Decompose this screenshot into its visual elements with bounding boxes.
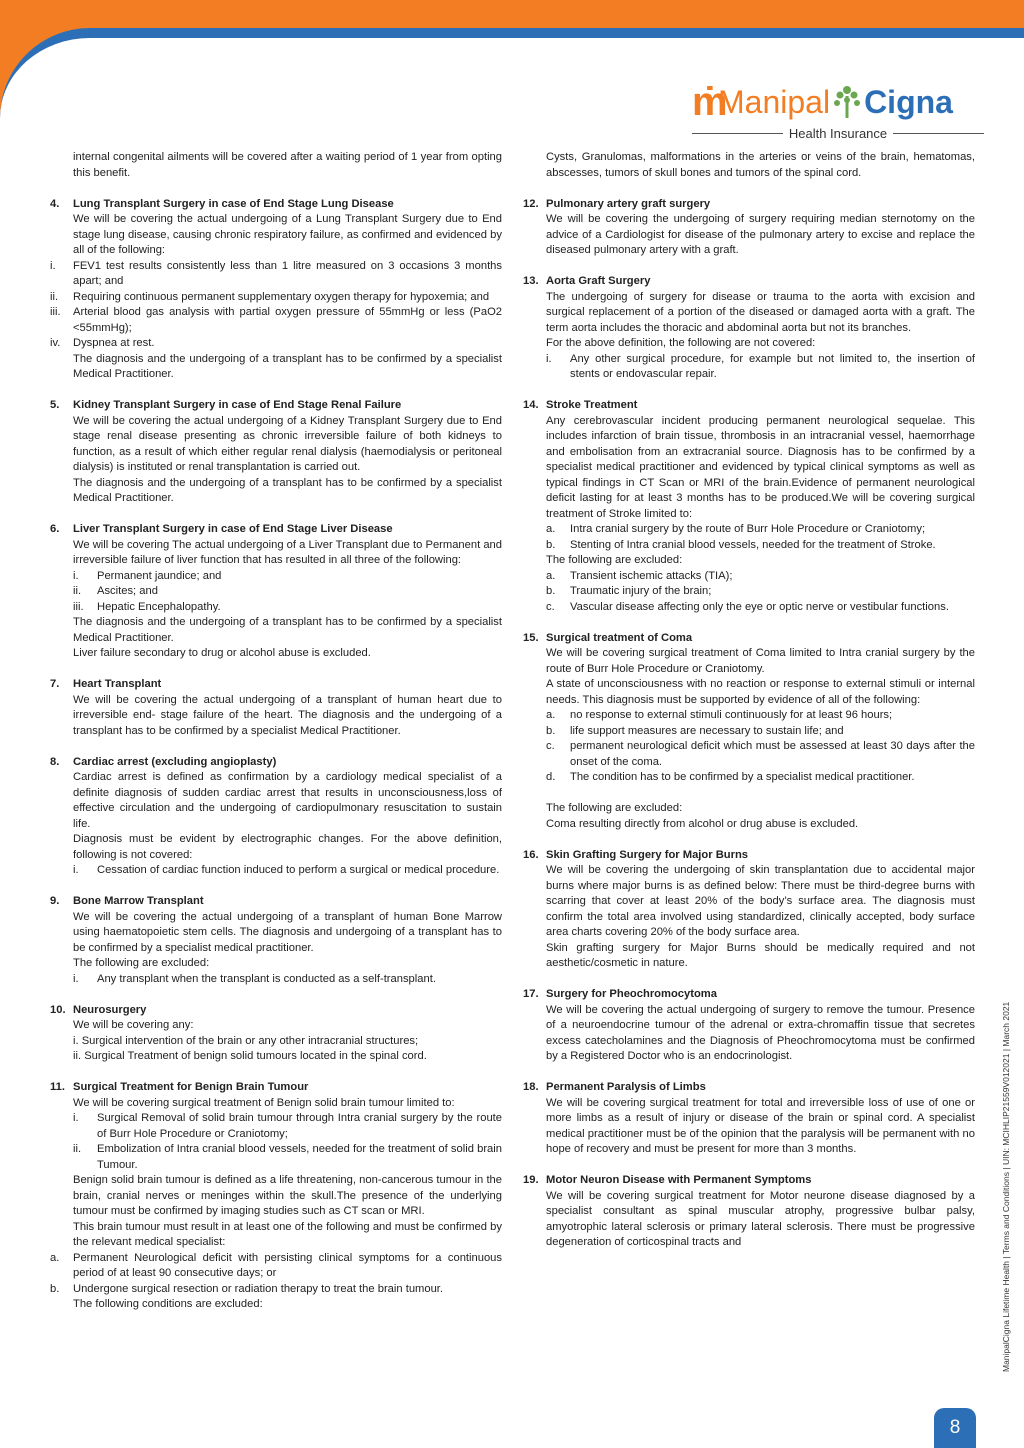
paragraph: We will be covering the actual undergoing of a transplant of human heart due to irreversible end- stage failure of the heart. The diagnosis and the undergoing of a transplant has to be confirmed by a specialist Medical Practitioner. [73, 693, 502, 737]
list-item [546, 724, 975, 740]
section-title: Cardiac arrest (excluding angioplasty) [73, 755, 277, 768]
section-number: 14. [523, 399, 539, 411]
section-4 [50, 197, 502, 383]
section-6 [50, 522, 502, 662]
list-item-text: Any other surgical procedure, for example but not limited to, the insertion of stents or endovascular repair. [570, 352, 975, 380]
list-item-text: Arterial blood gas analysis with partial oxygen pressure of 55mmHg or less (PaO2 <55mmHg); [73, 306, 502, 334]
paragraph: internal congenital ailments will be covered after a waiting period of 1 year from opting this benefit. [73, 151, 502, 179]
list-item [546, 522, 975, 538]
section-title: Skin Grafting Surgery for Major Burns [546, 848, 749, 861]
section-title: Pulmonary artery graft surgery [546, 197, 711, 210]
list-item [73, 972, 502, 988]
list-item [50, 1251, 502, 1282]
list-marker: ii. [73, 1143, 82, 1155]
section-body [546, 414, 975, 616]
paragraph: The diagnosis and the undergoing of a transplant has to be confirmed by a specialist Medical Practitioner. [73, 476, 502, 504]
paragraph: ii. Surgical Treatment of benign solid tumours located in the spinal cord. [73, 1050, 427, 1062]
section-title: Aorta Graft Surgery [546, 275, 651, 287]
list-item [546, 770, 975, 786]
list-item-text: life support measures are necessary to sustain life; and [570, 724, 844, 737]
section-body [73, 1018, 502, 1065]
list-marker: c. [546, 600, 555, 613]
list-item [73, 1142, 502, 1173]
section-body [73, 1096, 502, 1251]
list-item-text: Requiring continuous permanent supplementary oxygen therapy for hypoxemia; and [73, 290, 490, 303]
section-heading [50, 755, 502, 771]
list-marker: a. [546, 709, 556, 721]
list-item [546, 584, 975, 600]
section-title: Surgical treatment of Coma [546, 631, 693, 644]
list-item [50, 290, 502, 306]
section-heading [523, 848, 975, 864]
list-item [73, 863, 502, 879]
section-12 [523, 197, 975, 259]
section-title: Motor Neuron Disease with Permanent Symptoms [546, 1174, 812, 1186]
section-title: Permanent Paralysis of Limbs [546, 1081, 706, 1093]
section-heading [523, 197, 975, 213]
paragraph: Skin grafting surgery for Major Burns should be medically required and not aesthetic/cosmetic in nature. [546, 941, 975, 969]
list-item-text: Surgical Removal of solid brain tumour through Intra cranial surgery by the route of Burr Hole Procedure or Craniotomy; [97, 1112, 502, 1140]
section-number: 6. [50, 523, 60, 535]
logo-manipal-text: Manipal [718, 84, 831, 120]
logo-cigna-text: Cigna [864, 84, 953, 120]
list-marker: c. [546, 740, 555, 752]
page-number: 8 [934, 1408, 976, 1448]
section-heading [50, 894, 502, 910]
section-number: 11. [50, 1081, 65, 1093]
list-item-text: Undergone surgical resection or radiation therapy to treat the brain tumour. [73, 1282, 444, 1295]
section-number: 10. [50, 1003, 66, 1016]
paragraph: Diagnosis must be evident by electrographic changes. For the above definition, following is not covered: [73, 833, 502, 861]
section-16 [523, 848, 975, 972]
paragraph: The diagnosis and the undergoing of a transplant has to be confirmed by a specialist Medical Practitioner. [73, 352, 502, 380]
section-number: 13. [523, 275, 539, 287]
paragraph: The following conditions are excluded: [73, 1298, 263, 1310]
list-item-text: The condition has to be confirmed by a specialist medical practitioner. [570, 771, 915, 783]
section-number: 4. [50, 197, 60, 210]
list-marker: b. [546, 724, 556, 737]
section-body [546, 290, 975, 383]
section-heading [523, 1173, 975, 1189]
section-heading [523, 987, 975, 1003]
list-marker: i. [73, 864, 79, 876]
list-item [73, 584, 502, 600]
section-heading [50, 197, 502, 213]
list-marker: b. [546, 538, 556, 551]
logo-tagline: Health Insurance [692, 126, 984, 141]
brand-logo [692, 80, 984, 142]
list-marker: i. [546, 352, 552, 365]
left-column [50, 150, 502, 1328]
section-15 [523, 631, 975, 833]
list-marker: b. [50, 1282, 60, 1295]
list-item-text: Embolization of Intra cranial blood vessels, needed for the treatment of solid brain Tumour. [97, 1143, 502, 1171]
section-7 [50, 677, 502, 739]
list-marker: a. [546, 569, 556, 582]
section-number: 15. [523, 631, 539, 644]
spacer [546, 786, 975, 802]
paragraph: We will be covering any: [73, 1019, 194, 1031]
list-item [73, 1111, 502, 1142]
paragraph: We will be covering the actual undergoing of a transplant of human Bone Marrow using haematopoietic stem cells. The diagnosis and undergoing of a transplant has to be confirmed by a specialist medical practitioner. [73, 910, 502, 954]
section-number: 17. [523, 988, 539, 1000]
section-title: Liver Transplant Surgery in case of End Stage Liver Disease [73, 523, 393, 535]
section-body [73, 538, 502, 662]
section-title: Kidney Transplant Surgery in case of End Stage Renal Failure [73, 399, 402, 411]
section-heading [523, 274, 975, 290]
list-item-text: FEV1 test results consistently less than 1 litre measured on 3 occasions 3 months apart; and [73, 259, 502, 287]
list-marker: ii. [73, 585, 82, 597]
list-item [50, 259, 502, 290]
list-item-text: Vascular disease affecting only the eye or optic nerve or vestibular functions. [570, 600, 949, 613]
list-item-text: Dyspnea at rest. [73, 337, 155, 349]
section-5 [50, 398, 502, 507]
list-item-text: Permanent jaundice; and [97, 569, 222, 582]
paragraph: We will be covering surgical treatment of Coma limited to Intra cranial surgery by the route of Burr Hole Procedure or Craniotomy. [546, 647, 975, 675]
list-item [50, 305, 502, 336]
section-heading [50, 1003, 502, 1019]
section-11 [50, 1080, 502, 1313]
section-heading [50, 677, 502, 693]
section-number: 18. [523, 1081, 539, 1093]
section-14 [523, 398, 975, 615]
paragraph: The following are excluded: [546, 802, 683, 814]
paragraph: Coma resulting directly from alcohol or drug abuse is excluded. [546, 817, 859, 830]
section-title: Bone Marrow Transplant [73, 895, 204, 907]
paragraph: The undergoing of surgery for disease or trauma to the aorta with excision and surgical replacement of a portion of the diseased or damaged aorta with a graft. The term aorta includes the thoracic and abdominal aorta but not its branches. [546, 290, 975, 334]
list-marker: iv. [50, 337, 61, 349]
list-marker: a. [50, 1251, 60, 1264]
list-item [546, 739, 975, 770]
list-item [546, 538, 975, 554]
paragraph: A state of unconsciousness with no reaction or response to external stimuli or internal needs. This diagnosis must be supported by evidence of all of the following: [546, 678, 975, 706]
manipal-mark-icon: ṁ [692, 80, 728, 124]
list-item-text: Stenting of Intra cranial blood vessels, needed for the treatment of Stroke. [570, 538, 936, 551]
paragraph: We will be covering the actual undergoing of a Kidney Transplant Surgery due to End stage renal disease presenting as chronic irreversible failure of both kidneys to function, as a result of which either regular renal dialysis (haemodialysis or peritoneal dialysis) is instituted or renal transplantation is carried out. [73, 414, 502, 473]
list-item-text: Intra cranial surgery by the route of Burr Hole Procedure or Craniotomy; [570, 523, 926, 535]
list-item-text: Any transplant when the transplant is conducted as a self-transplant. [97, 972, 436, 985]
list-item [546, 600, 975, 616]
section-19 [523, 1173, 975, 1251]
section-title: Surgical Treatment for Benign Brain Tumour [73, 1081, 309, 1093]
list-item [50, 1282, 502, 1298]
section-heading [50, 522, 502, 538]
section-title: Heart Transplant [73, 678, 162, 690]
paragraph: This brain tumour must result in at least one of the following and must be confirmed by the relevant medical specialist: [73, 1220, 502, 1248]
list-marker: i. [73, 1112, 79, 1124]
list-item-text: Transient ischemic attacks (TIA); [570, 569, 733, 582]
section-body [546, 863, 975, 972]
list-marker: ii. [50, 290, 59, 303]
section-number: 16. [523, 848, 539, 861]
paragraph: We will be covering the undergoing of skin transplantation due to accidental major burns where major burns is as defined below: There must be third-degree burns with scarring that cover at least 20% of the body’s surface area. The diagnosis must confirm the total area involved using standardized, clinically accepted, body surface area charts covering 20% of the body surface area. [546, 864, 975, 938]
list-marker: b. [546, 585, 556, 597]
section-heading [50, 398, 502, 414]
section-body [546, 646, 975, 832]
paragraph: We will be covering the undergoing of surgery requiring median sternotomy on the advice of a Cardiologist for disease of the pulmonary artery to excise and replace the diseased pulmonary artery with a graft. [546, 213, 975, 256]
paragraph: We will be covering surgical treatment of Benign solid brain tumour limited to: [73, 1096, 455, 1109]
tree-icon [832, 82, 862, 122]
section-title: Surgery for Pheochromocytoma [546, 988, 717, 1000]
paragraph: We will be covering surgical treatment for Motor neurone disease diagnosed by a specialist consultant as spinal muscular atrophy, progressive bulbar palsy, amyotrophic lateral sclerosis or primary lateral sclerosis. There must be progressive degeneration of corticospinal tracts and [546, 1189, 975, 1248]
list-item [546, 352, 975, 383]
list-marker: i. [73, 569, 79, 582]
list-item [73, 569, 502, 585]
list-marker: iii. [50, 306, 61, 318]
section-number: 5. [50, 399, 60, 411]
intro-paragraph [73, 150, 502, 181]
paragraph: i. Surgical intervention of the brain or any other intracranial structures; [73, 1034, 419, 1047]
section-number: 19. [523, 1174, 539, 1186]
section-title: Stroke Treatment [546, 399, 638, 411]
list-marker: iii. [73, 600, 84, 613]
section-8 [50, 755, 502, 879]
section-number: 7. [50, 678, 60, 690]
intro-paragraph [546, 150, 975, 181]
section-heading [50, 1080, 502, 1096]
list-item [546, 569, 975, 585]
paragraph: We will be covering the actual undergoing of a Lung Transplant Surgery due to End stage lung disease, causing chronic respiratory failure, as confirmed and evidenced by all of the following: [73, 213, 502, 256]
section-18 [523, 1080, 975, 1158]
list-marker: i. [50, 259, 56, 272]
section-body [73, 910, 502, 988]
document-footer-vertical: ManipalCigna Lifetime Health | Terms and Conditions | UIN: MCIHLIP21559V012021 | March 2021 [1001, 1001, 1011, 1372]
list-marker: d. [546, 771, 556, 783]
paragraph: For the above definition, the following are not covered: [546, 337, 816, 349]
list-item-text: Ascites; and [97, 585, 158, 597]
section-title: Neurosurgery [73, 1003, 147, 1016]
paragraph: Liver failure secondary to drug or alcohol abuse is excluded. [73, 647, 371, 659]
list-item-text: Permanent Neurological deficit with persisting clinical symptoms for a continuous period of at least 90 consecutive days; or [73, 1251, 502, 1279]
section-17 [523, 987, 975, 1065]
list-marker: a. [546, 523, 556, 535]
paragraph: We will be covering surgical treatment for total and irreversible loss of use of one or more limbs as a result of injury or disease of the brain or spinal cord. A specialist medical practitioner must be of the opinion that the paralysis will be permanent with no hope of recovery and must be present for more than 3 months. [546, 1096, 975, 1155]
list-item-text: Cessation of cardiac function induced to perform a surgical or medical procedure. [97, 864, 500, 876]
section-title: Lung Transplant Surgery in case of End Stage Lung Disease [73, 197, 394, 210]
list-item-text: Hepatic Encephalopathy. [97, 600, 221, 613]
list-item [73, 600, 502, 616]
section-heading [523, 398, 975, 414]
list-item [50, 336, 502, 352]
paragraph: We will be covering the actual undergoing of surgery to remove the tumour. Presence of a neuroendocrine tumour of the adrenal or extra-chromaffin tissue that secretes excess catecholamines and the Diagnosis of Pheochromocytoma must be confirmed by a Registered Doctor who is an endocrinologist. [546, 1003, 975, 1062]
section-body [73, 770, 502, 879]
list-marker: i. [73, 972, 79, 985]
section-10 [50, 1003, 502, 1065]
paragraph: The following are excluded: [546, 554, 683, 566]
section-number: 9. [50, 895, 60, 907]
section-number: 12. [523, 197, 539, 210]
list-item [546, 708, 975, 724]
section-heading [523, 1080, 975, 1096]
paragraph: The diagnosis and the undergoing of a transplant has to be confirmed by a specialist Medical Practitioner. [73, 616, 502, 644]
right-column [523, 150, 975, 1266]
list-item-text: permanent neurological deficit which must be assessed at least 30 days after the onset of the coma. [570, 740, 975, 768]
section-9 [50, 894, 502, 987]
paragraph: We will be covering The actual undergoing of a Liver Transplant due to Permanent and irreversible failure of liver function that has resulted in all three of the following: [73, 538, 502, 566]
section-heading [523, 631, 975, 647]
paragraph: The following are excluded: [73, 957, 210, 969]
paragraph: Cysts, Granulomas, malformations in the arteries or veins of the brain, hematomas, abscesses, tumors of skull bones and tumors of the spinal cord. [546, 151, 975, 179]
paragraph: Benign solid brain tumour is defined as a life threatening, non-cancerous tumour in the brain, cranial nerves or meninges within the skull.The presence of the underlying tumour must be confirmed by imaging studies such as CT scan or MRI. [73, 1174, 502, 1217]
list-item-text: Traumatic injury of the brain; [570, 585, 712, 597]
section-13 [523, 274, 975, 383]
paragraph: Any cerebrovascular incident producing permanent neurological sequelae. This includes infarction of brain tissue, thrombosis in an intracranial vessel, haemorrhage and embolisation from an extracranial source. Diagnosis has to be confirmed by a specialist medical practitioner and evidenced by typical clinical symptoms as well as typical findings in CT Scan or MRI of the brain.Evidence of permanent neurological deficit lasting for at least 3 months has to be produced.We will be covering surgical treatment of Stroke limited to: [546, 414, 975, 520]
paragraph: Cardiac arrest is defined as confirmation by a cardiology medical specialist of a definite diagnosis of sudden cardiac arrest that results in unconsciousness,loss of effective circulation and the undergoing of cardiopulmonary resuscitation to sustain life. [73, 771, 502, 830]
section-number: 8. [50, 755, 60, 768]
list-item-text: no response to external stimuli continuously for at least 96 hours; [570, 709, 893, 721]
